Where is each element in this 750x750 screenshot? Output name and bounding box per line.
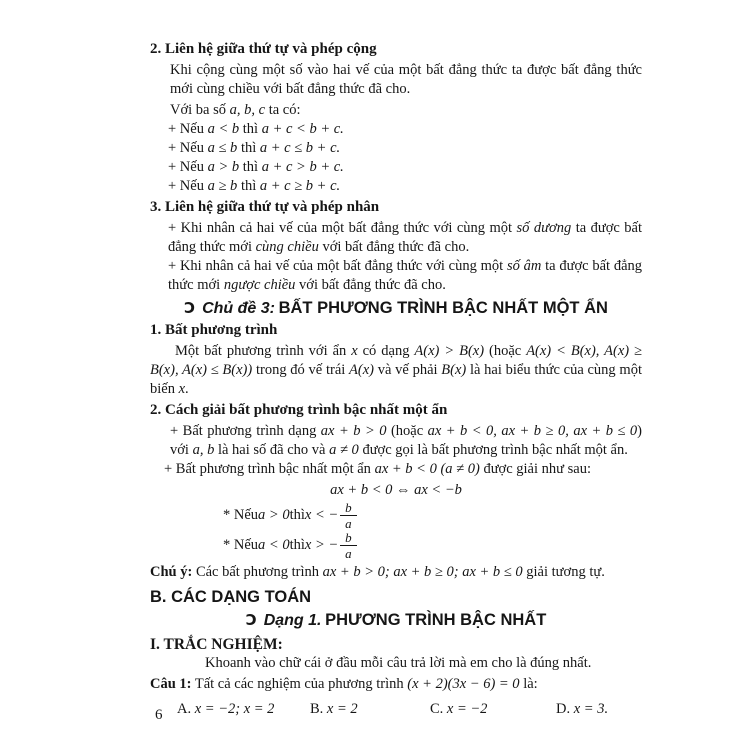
text-segment: thì (237, 140, 260, 156)
section-2-intro (170, 101, 642, 120)
text-segment: ta được bất đẳng thức mới (168, 220, 642, 255)
text-segment: được giải như sau: (479, 461, 591, 477)
text-segment: * Nếu (223, 506, 259, 523)
answer-label: B. (310, 701, 324, 717)
note-label: Chú ý: (150, 564, 193, 580)
text-segment: là: (519, 676, 538, 692)
text-segment: + Nếu (168, 121, 208, 137)
topic-title-text: BẤT PHƯƠNG TRÌNH BẬC NHẤT MỘT ẨN (278, 299, 608, 317)
text-segment: + Bất phương trình dạng (170, 423, 321, 439)
answer-option-b (310, 700, 430, 719)
text-segment: thì (289, 506, 305, 523)
rule-item (168, 120, 642, 139)
page-number: 6 (155, 707, 163, 723)
emphasis-text: số âm (506, 258, 542, 274)
math-expression: A(x) (349, 362, 374, 378)
text-segment: + Nếu (168, 140, 208, 156)
text-segment: + Bất phương trình bậc nhất một ẩn (164, 461, 375, 477)
math-expression: ax + b < 0, ax + b ≥ 0, ax + b ≤ 0 (427, 423, 638, 439)
section-2-heading: 2. Liên hệ giữa thứ tự và phép cộng (150, 41, 377, 57)
text-segment: ta có: (265, 102, 301, 118)
math-expression: x < − (304, 506, 339, 523)
text-segment: ) với (170, 423, 642, 458)
section-3-heading: 3. Liên hệ giữa thứ tự và phép nhân (150, 199, 380, 215)
text-segment: được gọi là bất phương trình bậc nhất một ẩn. (358, 442, 628, 458)
rule-item (168, 158, 642, 177)
bpt-bullet-1 (170, 422, 642, 460)
answer-label: C. (430, 701, 444, 717)
solution-formula: ax + b < 0 ⇔ ax < −b (330, 482, 462, 498)
fraction-denominator: a (345, 545, 352, 561)
arrow-bullet-icon: Ɔ (184, 299, 196, 317)
answer-value: x = −2 (446, 701, 488, 717)
bpt-heading-1: 1. Bất phương trình (150, 322, 278, 338)
question-label: Câu 1: (150, 676, 192, 692)
text-segment: ta được bất đẳng thức mới (168, 258, 643, 293)
text-segment: thì (239, 121, 262, 137)
text-segment: * Nếu (223, 536, 259, 553)
math-expression: ax + b < 0 (a ≠ 0) (374, 461, 480, 477)
section-2-paragraph: Khi cộng cùng một số vào hai vế của một bất đẳng thức ta được bất đẳng thức mới cùng chiều với bất đẳng thức đã cho. (170, 62, 642, 97)
emphasis-text: cùng chiều (255, 239, 319, 255)
text-segment: trong đó vế trái (252, 362, 350, 378)
math-expression: a ≤ b (207, 140, 238, 156)
math-expression: a + c < b + c. (261, 121, 344, 137)
text-segment: (hoặc (484, 343, 527, 359)
text-segment: Tất cả các nghiệm của phương trình (191, 676, 408, 692)
question-1 (150, 675, 642, 694)
text-segment: là hai số đã cho và (214, 442, 330, 458)
quiz-instruction: Khoanh vào chữ cái ở đầu mỗi câu trả lời mà em cho là đúng nhất. (205, 655, 592, 671)
text-segment: có dạng (357, 343, 415, 359)
math-expression: a + c > b + c. (261, 159, 344, 175)
math-expression: x (178, 381, 186, 397)
math-expression: a > 0 (258, 506, 290, 523)
math-expression: a ≥ b (207, 178, 238, 194)
answer-label: D. (556, 701, 571, 717)
math-expression: a, b, c (229, 102, 266, 118)
text-segment: + Nếu (168, 178, 208, 194)
text-segment: Các bất phương trình (192, 564, 323, 580)
math-expression: x (351, 343, 358, 359)
math-expression: a + c ≥ b + c. (259, 178, 341, 194)
text-segment: thì (237, 178, 260, 194)
text-segment: + Khi nhân cả hai vế của một bất đẳng thức với cùng một (168, 220, 517, 236)
math-expression: a < 0 (258, 536, 290, 553)
answer-option-d (556, 700, 608, 719)
math-expression: A(x) < B(x), A(x) ≥ B(x), A(x) ≤ B(x)) (150, 343, 643, 378)
text-segment: với bất đẳng thức đã cho. (295, 277, 446, 293)
math-expression: a < b (207, 121, 240, 137)
math-expression: a, b (192, 442, 215, 458)
bpt-heading-2: 2. Cách giải bất phương trình bậc nhất một ẩn (150, 402, 448, 418)
fraction-numerator: b (340, 531, 357, 546)
dang-label: Dạng 1. (263, 612, 322, 629)
math-expression: A(x) > B(x) (414, 343, 485, 359)
answer-value: x = 2 (326, 701, 358, 717)
answer-row (150, 700, 642, 719)
case-positive-a (223, 500, 642, 530)
note-line (150, 563, 642, 582)
math-expression: x > − (304, 536, 339, 553)
math-expression: ax + b > 0 (320, 423, 387, 439)
section-3-paragraph-1 (168, 219, 642, 257)
answer-value: x = 3. (573, 701, 609, 717)
text-segment: giải tương tự. (522, 564, 605, 580)
text-segment: Một bất phương trình với ẩn (175, 343, 352, 359)
fraction (340, 501, 357, 530)
quiz-heading: I. TRẮC NGHIỆM: (150, 636, 283, 653)
bpt-paragraph-1 (150, 342, 642, 399)
text-segment: (hoặc (386, 423, 428, 439)
answer-value: x = −2; x = 2 (194, 701, 275, 717)
answer-label: A. (177, 701, 192, 717)
topic-3-title (150, 299, 642, 319)
fraction (340, 531, 357, 560)
text-segment: + Khi nhân cả hai vế của một bất đẳng thức với cùng một (168, 258, 507, 274)
math-expression: a + c ≤ b + c. (259, 140, 341, 156)
answer-option-a (177, 700, 310, 719)
arrow-bullet-icon: Ɔ (245, 611, 257, 629)
text-segment: là hai biểu thức của cùng một biến (150, 362, 642, 397)
fraction-numerator: b (340, 501, 357, 516)
text-segment: + Nếu (168, 159, 208, 175)
text-segment: . (185, 381, 189, 397)
emphasis-text: ngược chiều (223, 277, 296, 293)
answer-option-c (430, 700, 556, 719)
math-expression: ax + b > 0; ax + b ≥ 0; ax + b ≤ 0 (322, 564, 523, 580)
rule-item (168, 177, 642, 196)
dang-title-text: PHƯƠNG TRÌNH BẬC NHẤT (325, 611, 547, 629)
section-3-paragraph-2 (168, 257, 642, 295)
fraction-denominator: a (345, 515, 352, 531)
math-expression: (x + 2)(3x − 6) = 0 (407, 676, 520, 692)
text-segment: với bất đẳng thức đã cho. (318, 239, 470, 255)
dang-1-title (150, 611, 642, 631)
math-expression: a > b (207, 159, 240, 175)
text-segment: Với ba số (170, 102, 230, 118)
text-segment: thì (239, 159, 262, 175)
math-expression: B(x) (441, 362, 467, 378)
text-segment: thì (289, 536, 305, 553)
math-expression: a ≠ 0 (329, 442, 359, 458)
emphasis-text: số dương (516, 220, 572, 236)
topic-label: Chủ đề 3: (202, 300, 275, 317)
bpt-bullet-2 (164, 460, 642, 479)
part-b-heading: B. CÁC DẠNG TOÁN (150, 588, 312, 606)
case-negative-a (223, 530, 642, 560)
text-segment: và vế phải (373, 362, 442, 378)
rule-item (168, 139, 642, 158)
page-content (150, 38, 642, 719)
